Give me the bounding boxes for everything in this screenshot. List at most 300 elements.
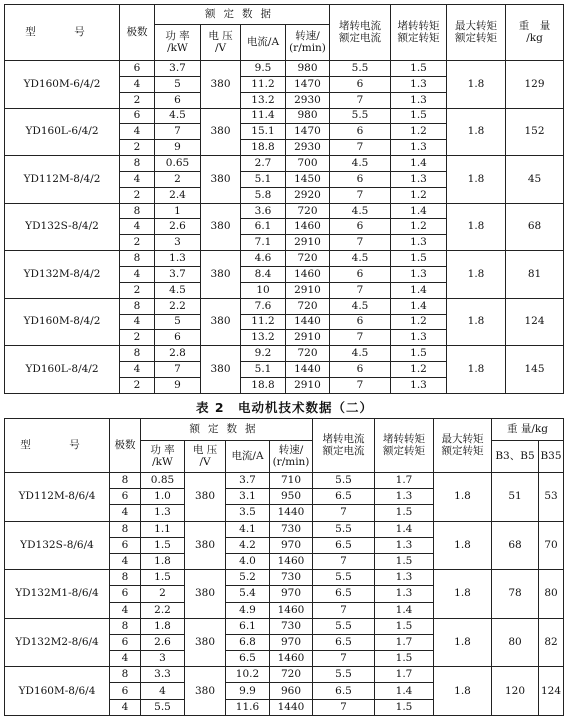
power-cell: 4.5 <box>155 108 201 124</box>
speed-cell: 730 <box>270 521 313 537</box>
voltage-cell: 380 <box>201 108 241 156</box>
locked-current-ratio-cell: 7 <box>330 140 391 156</box>
poles-cell: 8 <box>110 473 141 489</box>
speed-cell: 720 <box>286 251 330 267</box>
current-cell: 7.6 <box>241 298 286 314</box>
header-current: 电流/A <box>226 441 270 473</box>
power-cell: 2.6 <box>141 634 185 650</box>
header-poles: 极数 <box>120 5 155 61</box>
locked-current-ratio-cell: 5.5 <box>313 521 375 537</box>
poles-cell: 4 <box>120 219 155 235</box>
power-cell: 2 <box>155 171 201 187</box>
locked-current-ratio-cell: 7 <box>330 235 391 251</box>
poles-cell: 4 <box>120 362 155 378</box>
weight-b35-cell: 82 <box>539 618 564 667</box>
weight-cell: 124 <box>506 298 564 346</box>
header-voltage: 电 压 /V <box>201 25 241 61</box>
locked-current-ratio-cell: 4.5 <box>330 156 391 172</box>
power-cell: 4 <box>141 683 185 699</box>
current-cell: 5.4 <box>226 586 270 602</box>
locked-torque-ratio-cell: 1.7 <box>375 667 434 683</box>
locked-current-ratio-cell: 4.5 <box>330 298 391 314</box>
table-row <box>5 618 564 634</box>
locked-current-ratio-cell: 6 <box>330 362 391 378</box>
power-cell: 1 <box>155 203 201 219</box>
power-cell: 1.8 <box>141 553 185 569</box>
locked-current-ratio-cell: 6.5 <box>313 489 375 505</box>
model-cell: YD132S-8/6/4 <box>5 521 110 570</box>
speed-cell: 970 <box>270 537 313 553</box>
speed-cell: 1440 <box>270 505 313 521</box>
voltage-cell: 380 <box>185 618 226 667</box>
power-cell: 4.5 <box>155 282 201 298</box>
current-cell: 6.8 <box>226 634 270 650</box>
power-cell: 3.3 <box>141 667 185 683</box>
speed-cell: 720 <box>270 667 313 683</box>
current-cell: 9.9 <box>226 683 270 699</box>
max-torque-ratio-cell: 1.8 <box>447 61 506 109</box>
locked-torque-ratio-cell: 1.4 <box>375 521 434 537</box>
max-torque-ratio-cell: 1.8 <box>447 156 506 204</box>
table-row <box>5 203 564 219</box>
header-voltage: 电 压 /V <box>185 441 226 473</box>
current-cell: 4.0 <box>226 553 270 569</box>
header-locked-torque-ratio: 堵转转矩 额定转矩 <box>391 5 447 61</box>
model-cell: YD132M-8/4/2 <box>5 251 120 299</box>
current-cell: 6.5 <box>226 651 270 667</box>
max-torque-ratio-cell: 1.8 <box>434 667 492 716</box>
poles-cell: 4 <box>120 124 155 140</box>
speed-cell: 1440 <box>270 699 313 715</box>
weight-b35-cell: 124 <box>539 667 564 716</box>
poles-cell: 8 <box>120 251 155 267</box>
current-cell: 2.7 <box>241 156 286 172</box>
speed-cell: 950 <box>270 489 313 505</box>
header-model: 型 号 <box>5 5 120 61</box>
current-cell: 10.2 <box>226 667 270 683</box>
locked-current-ratio-cell: 6 <box>330 124 391 140</box>
locked-torque-ratio-cell: 1.2 <box>391 219 447 235</box>
locked-torque-ratio-cell: 1.5 <box>375 699 434 715</box>
voltage-cell: 380 <box>185 473 226 522</box>
model-cell: YD132M2-8/6/4 <box>5 618 110 667</box>
speed-cell: 1470 <box>286 124 330 140</box>
locked-current-ratio-cell: 5.5 <box>313 667 375 683</box>
table-row <box>5 108 564 124</box>
poles-cell: 2 <box>120 330 155 346</box>
locked-current-ratio-cell: 7 <box>330 282 391 298</box>
table-row <box>5 570 564 586</box>
locked-torque-ratio-cell: 1.4 <box>391 203 447 219</box>
speed-cell: 730 <box>270 570 313 586</box>
speed-cell: 1450 <box>286 171 330 187</box>
poles-cell: 4 <box>120 171 155 187</box>
voltage-cell: 380 <box>185 521 226 570</box>
speed-cell: 980 <box>286 61 330 77</box>
locked-torque-ratio-cell: 1.4 <box>375 683 434 699</box>
power-cell: 6 <box>155 330 201 346</box>
weight-cell: 152 <box>506 108 564 156</box>
table-row <box>5 346 564 362</box>
power-cell: 0.85 <box>141 473 185 489</box>
speed-cell: 1460 <box>270 651 313 667</box>
poles-cell: 2 <box>120 140 155 156</box>
voltage-cell: 380 <box>201 156 241 204</box>
current-cell: 3.1 <box>226 489 270 505</box>
speed-cell: 1460 <box>270 553 313 569</box>
header-poles: 极数 <box>110 419 141 473</box>
table-row <box>5 473 564 489</box>
current-cell: 18.8 <box>241 377 286 393</box>
speed-cell: 1440 <box>286 362 330 378</box>
current-cell: 13.2 <box>241 330 286 346</box>
power-cell: 1.3 <box>141 505 185 521</box>
current-cell: 11.6 <box>226 699 270 715</box>
power-cell: 1.1 <box>141 521 185 537</box>
locked-torque-ratio-cell: 1.3 <box>375 537 434 553</box>
power-cell: 7 <box>155 362 201 378</box>
locked-current-ratio-cell: 5.5 <box>330 61 391 77</box>
poles-cell: 8 <box>110 521 141 537</box>
header-speed: 转速/ (r/min) <box>270 441 313 473</box>
power-cell: 2.2 <box>141 602 185 618</box>
model-cell: YD160L-6/4/2 <box>5 108 120 156</box>
header-locked-torque-ratio: 堵转转矩 额定转矩 <box>375 419 434 473</box>
weight-b35-cell: 80 <box>539 570 564 619</box>
poles-cell: 6 <box>110 634 141 650</box>
header-max-torque-ratio: 最大转矩 额定转矩 <box>447 5 506 61</box>
locked-current-ratio-cell: 7 <box>313 651 375 667</box>
table-row <box>5 521 564 537</box>
model-cell: YD160L-8/4/2 <box>5 346 120 394</box>
current-cell: 15.1 <box>241 124 286 140</box>
current-cell: 3.7 <box>226 473 270 489</box>
locked-current-ratio-cell: 7 <box>313 602 375 618</box>
current-cell: 10 <box>241 282 286 298</box>
current-cell: 8.4 <box>241 266 286 282</box>
voltage-cell: 380 <box>201 61 241 109</box>
weight-cell: 129 <box>506 61 564 109</box>
poles-cell: 6 <box>120 108 155 124</box>
poles-cell: 6 <box>110 683 141 699</box>
locked-torque-ratio-cell: 1.5 <box>375 618 434 634</box>
locked-current-ratio-cell: 7 <box>313 505 375 521</box>
weight-b3-b5-cell: 78 <box>492 570 539 619</box>
header-locked-current-ratio: 堵转电流 额定电流 <box>313 419 375 473</box>
locked-current-ratio-cell: 4.5 <box>330 203 391 219</box>
locked-torque-ratio-cell: 1.7 <box>375 473 434 489</box>
locked-current-ratio-cell: 4.5 <box>330 251 391 267</box>
locked-current-ratio-cell: 6 <box>330 76 391 92</box>
locked-current-ratio-cell: 5.5 <box>330 108 391 124</box>
current-cell: 3.5 <box>226 505 270 521</box>
max-torque-ratio-cell: 1.8 <box>434 570 492 619</box>
speed-cell: 2920 <box>286 187 330 203</box>
max-torque-ratio-cell: 1.8 <box>447 251 506 299</box>
current-cell: 5.1 <box>241 362 286 378</box>
locked-current-ratio-cell: 7 <box>313 699 375 715</box>
voltage-cell: 380 <box>185 667 226 716</box>
poles-cell: 8 <box>120 346 155 362</box>
locked-torque-ratio-cell: 1.2 <box>391 187 447 203</box>
locked-current-ratio-cell: 6 <box>330 266 391 282</box>
speed-cell: 960 <box>270 683 313 699</box>
poles-cell: 2 <box>120 187 155 203</box>
current-cell: 4.2 <box>226 537 270 553</box>
max-torque-ratio-cell: 1.8 <box>447 108 506 156</box>
speed-cell: 2910 <box>286 377 330 393</box>
header-weight-b3-b5: B3、B5 <box>492 441 539 473</box>
power-cell: 2.6 <box>155 219 201 235</box>
poles-cell: 2 <box>120 377 155 393</box>
power-cell: 1.3 <box>155 251 201 267</box>
poles-cell: 4 <box>110 699 141 715</box>
power-cell: 2.4 <box>155 187 201 203</box>
speed-cell: 970 <box>270 586 313 602</box>
weight-b3-b5-cell: 68 <box>492 521 539 570</box>
current-cell: 5.1 <box>241 171 286 187</box>
current-cell: 6.1 <box>241 219 286 235</box>
speed-cell: 2930 <box>286 92 330 108</box>
current-cell: 4.6 <box>241 251 286 267</box>
speed-cell: 720 <box>286 298 330 314</box>
locked-current-ratio-cell: 6.5 <box>313 634 375 650</box>
poles-cell: 4 <box>120 76 155 92</box>
speed-cell: 980 <box>286 108 330 124</box>
locked-current-ratio-cell: 6 <box>330 219 391 235</box>
max-torque-ratio-cell: 1.8 <box>434 473 492 522</box>
poles-cell: 6 <box>120 61 155 77</box>
weight-b35-cell: 70 <box>539 521 564 570</box>
power-cell: 7 <box>155 124 201 140</box>
current-cell: 13.2 <box>241 92 286 108</box>
max-torque-ratio-cell: 1.8 <box>434 618 492 667</box>
locked-torque-ratio-cell: 1.3 <box>391 235 447 251</box>
model-cell: YD112M-8/4/2 <box>5 156 120 204</box>
poles-cell: 8 <box>120 203 155 219</box>
speed-cell: 970 <box>270 634 313 650</box>
locked-torque-ratio-cell: 1.2 <box>391 362 447 378</box>
locked-torque-ratio-cell: 1.3 <box>391 330 447 346</box>
locked-current-ratio-cell: 6 <box>330 314 391 330</box>
speed-cell: 710 <box>270 473 313 489</box>
motor-data-table-2 <box>4 418 564 716</box>
speed-cell: 1440 <box>286 314 330 330</box>
locked-current-ratio-cell: 6 <box>330 171 391 187</box>
speed-cell: 1470 <box>286 76 330 92</box>
current-cell: 6.1 <box>226 618 270 634</box>
voltage-cell: 380 <box>201 251 241 299</box>
poles-cell: 8 <box>110 667 141 683</box>
locked-torque-ratio-cell: 1.3 <box>375 489 434 505</box>
header-current: 电流/A <box>241 25 286 61</box>
speed-cell: 1460 <box>286 219 330 235</box>
current-cell: 11.4 <box>241 108 286 124</box>
current-cell: 5.2 <box>226 570 270 586</box>
voltage-cell: 380 <box>201 298 241 346</box>
speed-cell: 2910 <box>286 235 330 251</box>
locked-current-ratio-cell: 7 <box>330 330 391 346</box>
locked-current-ratio-cell: 6.5 <box>313 683 375 699</box>
poles-cell: 4 <box>110 505 141 521</box>
poles-cell: 6 <box>110 489 141 505</box>
poles-cell: 4 <box>110 602 141 618</box>
current-cell: 9.2 <box>241 346 286 362</box>
poles-cell: 2 <box>120 235 155 251</box>
power-cell: 2 <box>141 586 185 602</box>
max-torque-ratio-cell: 1.8 <box>447 346 506 394</box>
speed-cell: 2910 <box>286 282 330 298</box>
poles-cell: 4 <box>110 553 141 569</box>
header-weight: 重 量/kg <box>492 419 564 441</box>
header-model: 型 号 <box>5 419 110 473</box>
table-row <box>5 298 564 314</box>
locked-torque-ratio-cell: 1.4 <box>391 298 447 314</box>
locked-current-ratio-cell: 7 <box>330 377 391 393</box>
locked-current-ratio-cell: 6.5 <box>313 537 375 553</box>
model-cell: YD160M-8/4/2 <box>5 298 120 346</box>
weight-b3-b5-cell: 120 <box>492 667 539 716</box>
motor-data-table-1 <box>4 4 564 394</box>
power-cell: 3.7 <box>155 61 201 77</box>
header-rated-data: 额定数据 <box>155 5 330 25</box>
speed-cell: 2930 <box>286 140 330 156</box>
speed-cell: 2910 <box>286 330 330 346</box>
locked-current-ratio-cell: 5.5 <box>313 570 375 586</box>
locked-torque-ratio-cell: 1.5 <box>391 108 447 124</box>
table-row <box>5 156 564 172</box>
model-cell: YD160M-8/6/4 <box>5 667 110 716</box>
power-cell: 3 <box>141 651 185 667</box>
locked-current-ratio-cell: 5.5 <box>313 473 375 489</box>
weight-cell: 68 <box>506 203 564 251</box>
header-power: 功 率 /kW <box>141 441 185 473</box>
locked-torque-ratio-cell: 1.3 <box>391 171 447 187</box>
power-cell: 1.0 <box>141 489 185 505</box>
locked-torque-ratio-cell: 1.7 <box>375 634 434 650</box>
power-cell: 3 <box>155 235 201 251</box>
locked-torque-ratio-cell: 1.3 <box>375 570 434 586</box>
locked-current-ratio-cell: 6.5 <box>313 586 375 602</box>
speed-cell: 1460 <box>286 266 330 282</box>
locked-current-ratio-cell: 7 <box>330 92 391 108</box>
current-cell: 4.9 <box>226 602 270 618</box>
power-cell: 5 <box>155 76 201 92</box>
locked-torque-ratio-cell: 1.4 <box>375 602 434 618</box>
locked-torque-ratio-cell: 1.5 <box>375 651 434 667</box>
current-cell: 11.2 <box>241 314 286 330</box>
locked-current-ratio-cell: 5.5 <box>313 618 375 634</box>
current-cell: 7.1 <box>241 235 286 251</box>
table-2-caption: 表 2 电动机技术数据（二） <box>195 400 374 415</box>
speed-cell: 700 <box>286 156 330 172</box>
model-cell: YD112M-8/6/4 <box>5 473 110 522</box>
speed-cell: 1460 <box>270 602 313 618</box>
power-cell: 1.5 <box>141 537 185 553</box>
locked-torque-ratio-cell: 1.3 <box>391 266 447 282</box>
locked-torque-ratio-cell: 1.2 <box>391 314 447 330</box>
power-cell: 1.5 <box>141 570 185 586</box>
locked-torque-ratio-cell: 1.2 <box>391 124 447 140</box>
speed-cell: 720 <box>286 346 330 362</box>
poles-cell: 8 <box>110 618 141 634</box>
locked-torque-ratio-cell: 1.4 <box>391 282 447 298</box>
current-cell: 4.1 <box>226 521 270 537</box>
current-cell: 5.8 <box>241 187 286 203</box>
poles-cell: 6 <box>110 586 141 602</box>
header-weight-b35: B35 <box>539 441 564 473</box>
weight-cell: 145 <box>506 346 564 394</box>
table-row <box>5 251 564 267</box>
power-cell: 9 <box>155 140 201 156</box>
locked-torque-ratio-cell: 1.5 <box>391 61 447 77</box>
poles-cell: 8 <box>110 570 141 586</box>
header-max-torque-ratio: 最大转矩 额定转矩 <box>434 419 492 473</box>
table-row <box>5 61 564 77</box>
table-row <box>5 667 564 683</box>
power-cell: 9 <box>155 377 201 393</box>
power-cell: 6 <box>155 92 201 108</box>
speed-cell: 730 <box>270 618 313 634</box>
power-cell: 0.65 <box>155 156 201 172</box>
poles-cell: 4 <box>120 314 155 330</box>
locked-torque-ratio-cell: 1.5 <box>375 553 434 569</box>
locked-current-ratio-cell: 7 <box>330 187 391 203</box>
max-torque-ratio-cell: 1.8 <box>434 521 492 570</box>
locked-torque-ratio-cell: 1.5 <box>375 505 434 521</box>
header-speed: 转速/ (r/min) <box>286 25 330 61</box>
max-torque-ratio-cell: 1.8 <box>447 298 506 346</box>
weight-b3-b5-cell: 51 <box>492 473 539 522</box>
model-cell: YD132M1-8/6/4 <box>5 570 110 619</box>
weight-b35-cell: 53 <box>539 473 564 522</box>
header-rated-data: 额定数据 <box>141 419 313 441</box>
voltage-cell: 380 <box>201 346 241 394</box>
model-cell: YD160M-6/4/2 <box>5 61 120 109</box>
poles-cell: 8 <box>120 298 155 314</box>
power-cell: 5.5 <box>141 699 185 715</box>
weight-b3-b5-cell: 80 <box>492 618 539 667</box>
model-cell: YD132S-8/4/2 <box>5 203 120 251</box>
power-cell: 5 <box>155 314 201 330</box>
locked-torque-ratio-cell: 1.3 <box>391 377 447 393</box>
speed-cell: 720 <box>286 203 330 219</box>
poles-cell: 4 <box>110 651 141 667</box>
voltage-cell: 380 <box>201 203 241 251</box>
current-cell: 18.8 <box>241 140 286 156</box>
header-power: 功 率 /kW <box>155 25 201 61</box>
header-weight: 重 量 /kg <box>506 5 564 61</box>
locked-torque-ratio-cell: 1.5 <box>391 251 447 267</box>
locked-torque-ratio-cell: 1.3 <box>391 140 447 156</box>
current-cell: 11.2 <box>241 76 286 92</box>
locked-torque-ratio-cell: 1.3 <box>391 92 447 108</box>
poles-cell: 2 <box>120 92 155 108</box>
weight-cell: 45 <box>506 156 564 204</box>
locked-current-ratio-cell: 7 <box>313 553 375 569</box>
power-cell: 3.7 <box>155 266 201 282</box>
poles-cell: 4 <box>120 266 155 282</box>
locked-torque-ratio-cell: 1.3 <box>391 76 447 92</box>
max-torque-ratio-cell: 1.8 <box>447 203 506 251</box>
header-locked-current-ratio: 堵转电流 额定电流 <box>330 5 391 61</box>
poles-cell: 8 <box>120 156 155 172</box>
poles-cell: 2 <box>120 282 155 298</box>
power-cell: 2.8 <box>155 346 201 362</box>
poles-cell: 6 <box>110 537 141 553</box>
locked-torque-ratio-cell: 1.4 <box>391 156 447 172</box>
current-cell: 9.5 <box>241 61 286 77</box>
